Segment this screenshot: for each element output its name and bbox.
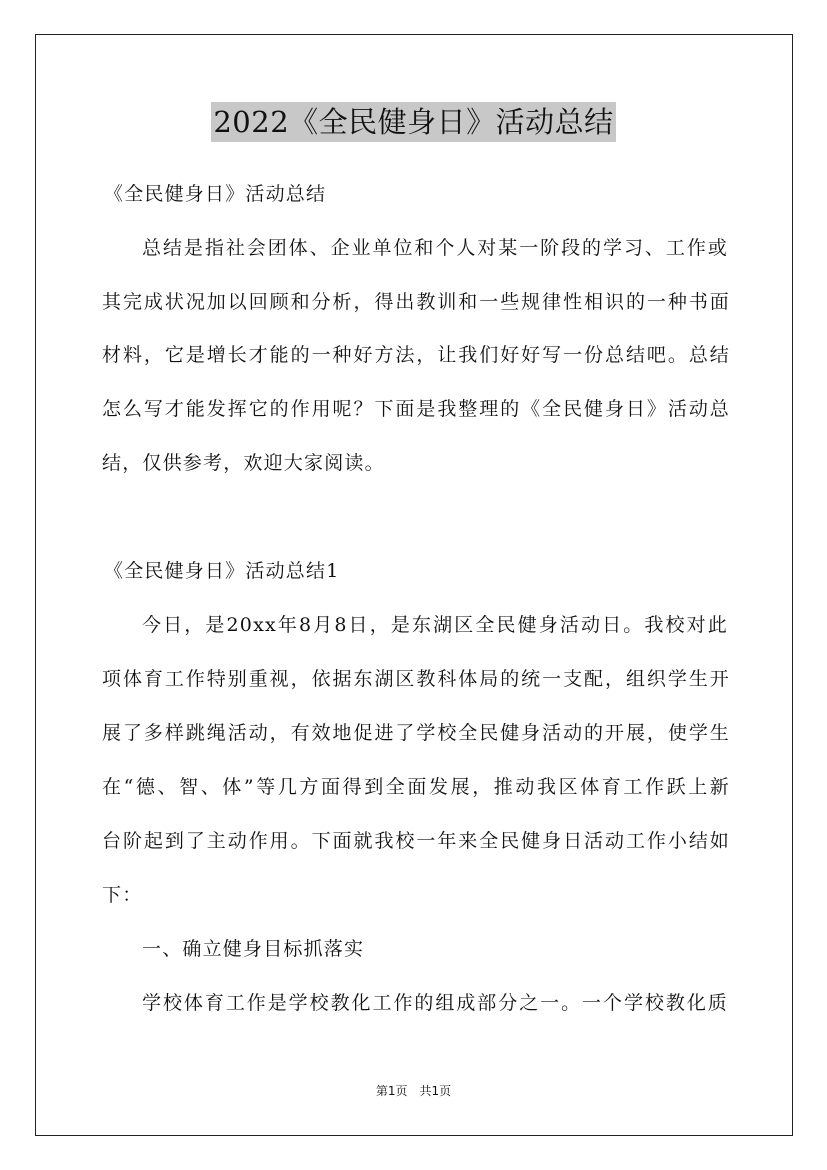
intro-line: 其完成状况加以回顾和分析，得出教训和一些规律性相识的一种书面 [102,291,730,313]
section-paragraph-line: 台阶起到了主动作用。下面就我校一年来全民健身日活动工作小结如 [102,830,730,852]
intro-line: 总结是指社会团体、企业单位和个人对某一阶段的学习、工作或 [142,237,728,259]
subheading: 一、确立健身目标抓落实 [142,938,365,960]
section-paragraph-line: 今日，是20xx年8月8日，是东湖区全民健身活动日。我校对此 [142,614,728,636]
section-paragraph-line: 下： [102,884,143,906]
section-paragraph-line: 在“德、智、体”等几方面得到全面发展，推动我区体育工作跃上新 [102,776,730,798]
intro-line: 结，仅供参考，欢迎大家阅读。 [102,452,385,474]
section-paragraph-line: 展了多样跳绳活动，有效地促进了学校全民健身活动的开展，使学生 [102,722,730,744]
page-footer: 第1页 共1页 [375,1084,452,1098]
title-container [0,102,827,142]
intro-line: 材料，它是增长才能的一种好方法，让我们好好写一份总结吧。总结 [102,344,730,366]
document-title: 2022《全民健身日》活动总结 [211,102,615,142]
paragraph-line: 学校体育工作是学校教化工作的组成部分之一。一个学校教化质 [142,992,728,1014]
section-paragraph-line: 项体育工作特别重视，依据东湖区教科体局的统一支配，组织学生开 [102,668,730,690]
document-subtitle: 《全民健身日》活动总结 [104,183,327,205]
intro-line: 怎么写才能发挥它的作用呢？下面是我整理的《全民健身日》活动总 [102,398,730,420]
section-heading: 《全民健身日》活动总结1 [104,560,340,582]
